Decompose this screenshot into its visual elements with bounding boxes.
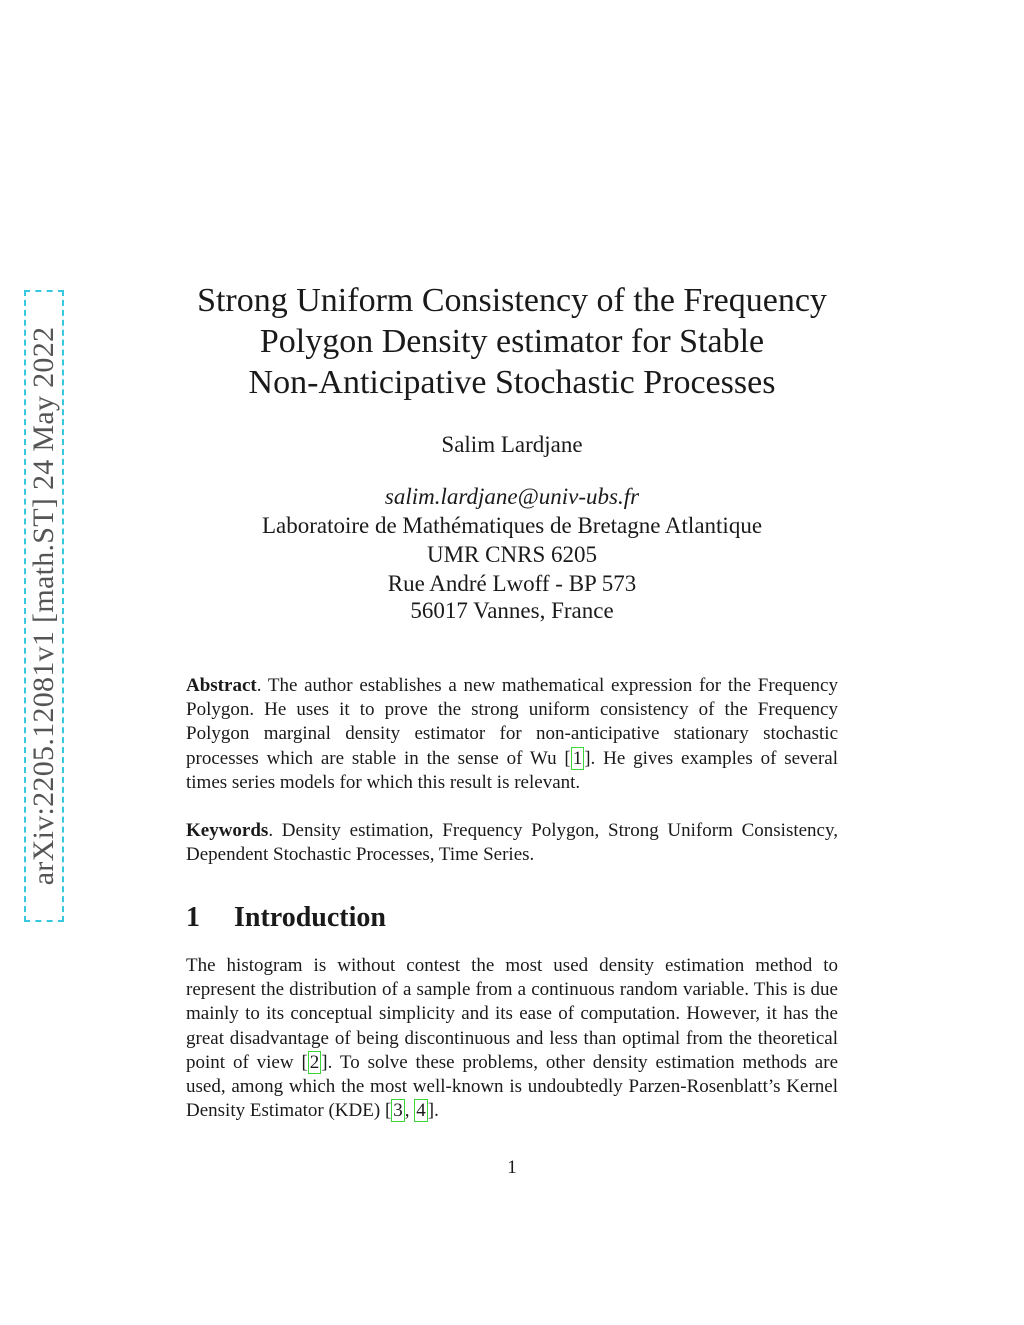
- author-email[interactable]: salim.lardjane@univ-ubs.fr: [384, 484, 640, 509]
- keywords-text: . Density estimation, Frequency Polygon, Strong Uniform Consistency, Dependent Stochastic Processes, Time Series.: [186, 820, 838, 866]
- abstract-text: . The author establishes a new mathematical expression for the Frequency Polygon. He uses it to prove the strong uniform consistency of the Frequency Polygon marginal density estimator for non-anticipative stationary stochastic processes which are stable in the sense of Wu: [186, 675, 838, 769]
- keywords-label: Keywords: [186, 820, 269, 841]
- keywords: [186, 819, 838, 867]
- section-heading: [186, 902, 386, 934]
- abstract: Abstract. The author establishes a new mathematical expression for the Frequency Polygon. He uses it to prove the strong uniform consistency of the Frequency Polygon marginal density estimator for non-anticipative stationary stochastic processes which are stable in the sense of Wu [ 1 ]. He gives examples of several times series models for which this result is relevant.: [186, 675, 839, 793]
- citation-link[interactable]: 3: [393, 1100, 403, 1122]
- citation-link[interactable]: 2: [309, 1051, 320, 1073]
- title-line: Strong Uniform Consistency of the Frequency: [197, 282, 827, 319]
- author-name: Salim Lardjane: [441, 432, 583, 457]
- abstract-text: . He gives examples of several times series models for which this result is relevant.: [186, 747, 839, 793]
- abstract-label: Abstract: [186, 675, 257, 696]
- intro-text: . To solve these problems, other density estimation methods are used, among which the most well-known is undoubtedly Parzen-Rosenblatt’s Kernel Density Estimator (KDE): [186, 1051, 838, 1122]
- page-number: 1: [507, 1157, 517, 1178]
- intro-text: ].: [427, 1100, 439, 1122]
- section-title: Introduction: [234, 902, 386, 933]
- affiliation-city: 56017 Vannes, France: [410, 598, 614, 623]
- title-line: Polygon Density estimator for Stable: [259, 323, 765, 360]
- arxiv-identifier: arXiv:2205.12081v1 [math.ST] 24 May 2022: [27, 326, 60, 886]
- author-affiliation: [186, 482, 838, 623]
- paper-title: [186, 280, 838, 403]
- introduction-paragraph: The histogram is without contest the most used density estimation method to represent the distribution of a sample from a continuous random variable. This is due mainly to its conceptual simplicity and its ease of computation. However, it has the great disadvantage of being discontinuous and less than optimal from the theoretical point of view [ 2 ]. To solve these problems, other density estimation methods are used, among which the most well-known is undoubtedly Parzen-Rosenblatt’s Kernel Density Estimator (KDE) [ 3 , 4 ].: [186, 955, 838, 1122]
- affiliation-unit: UMR CNRS 6205: [427, 542, 597, 567]
- arxiv-identifier-stamp[interactable]: [24, 290, 64, 922]
- citation-link[interactable]: 4: [416, 1100, 426, 1122]
- intro-text: ,: [404, 1100, 415, 1122]
- citation-link[interactable]: 1: [572, 747, 583, 769]
- title-line: Non-Anticipative Stochastic Processes: [248, 364, 776, 401]
- intro-text: The histogram is without contest the most used density estimation method to represent the distribution of a sample from a continuous random variable. This is due mainly to its conceptual simplicity and its ease of computation. However, it has the great disadvantage of being discontinuous and less than optimal from the theoretical point of view: [186, 955, 838, 1073]
- affiliation-street: Rue André Lwoff - BP 573: [387, 571, 637, 596]
- affiliation-lab: Laboratoire de Mathématiques de Bretagne Atlantique: [261, 513, 763, 538]
- section-number: 1: [186, 902, 200, 933]
